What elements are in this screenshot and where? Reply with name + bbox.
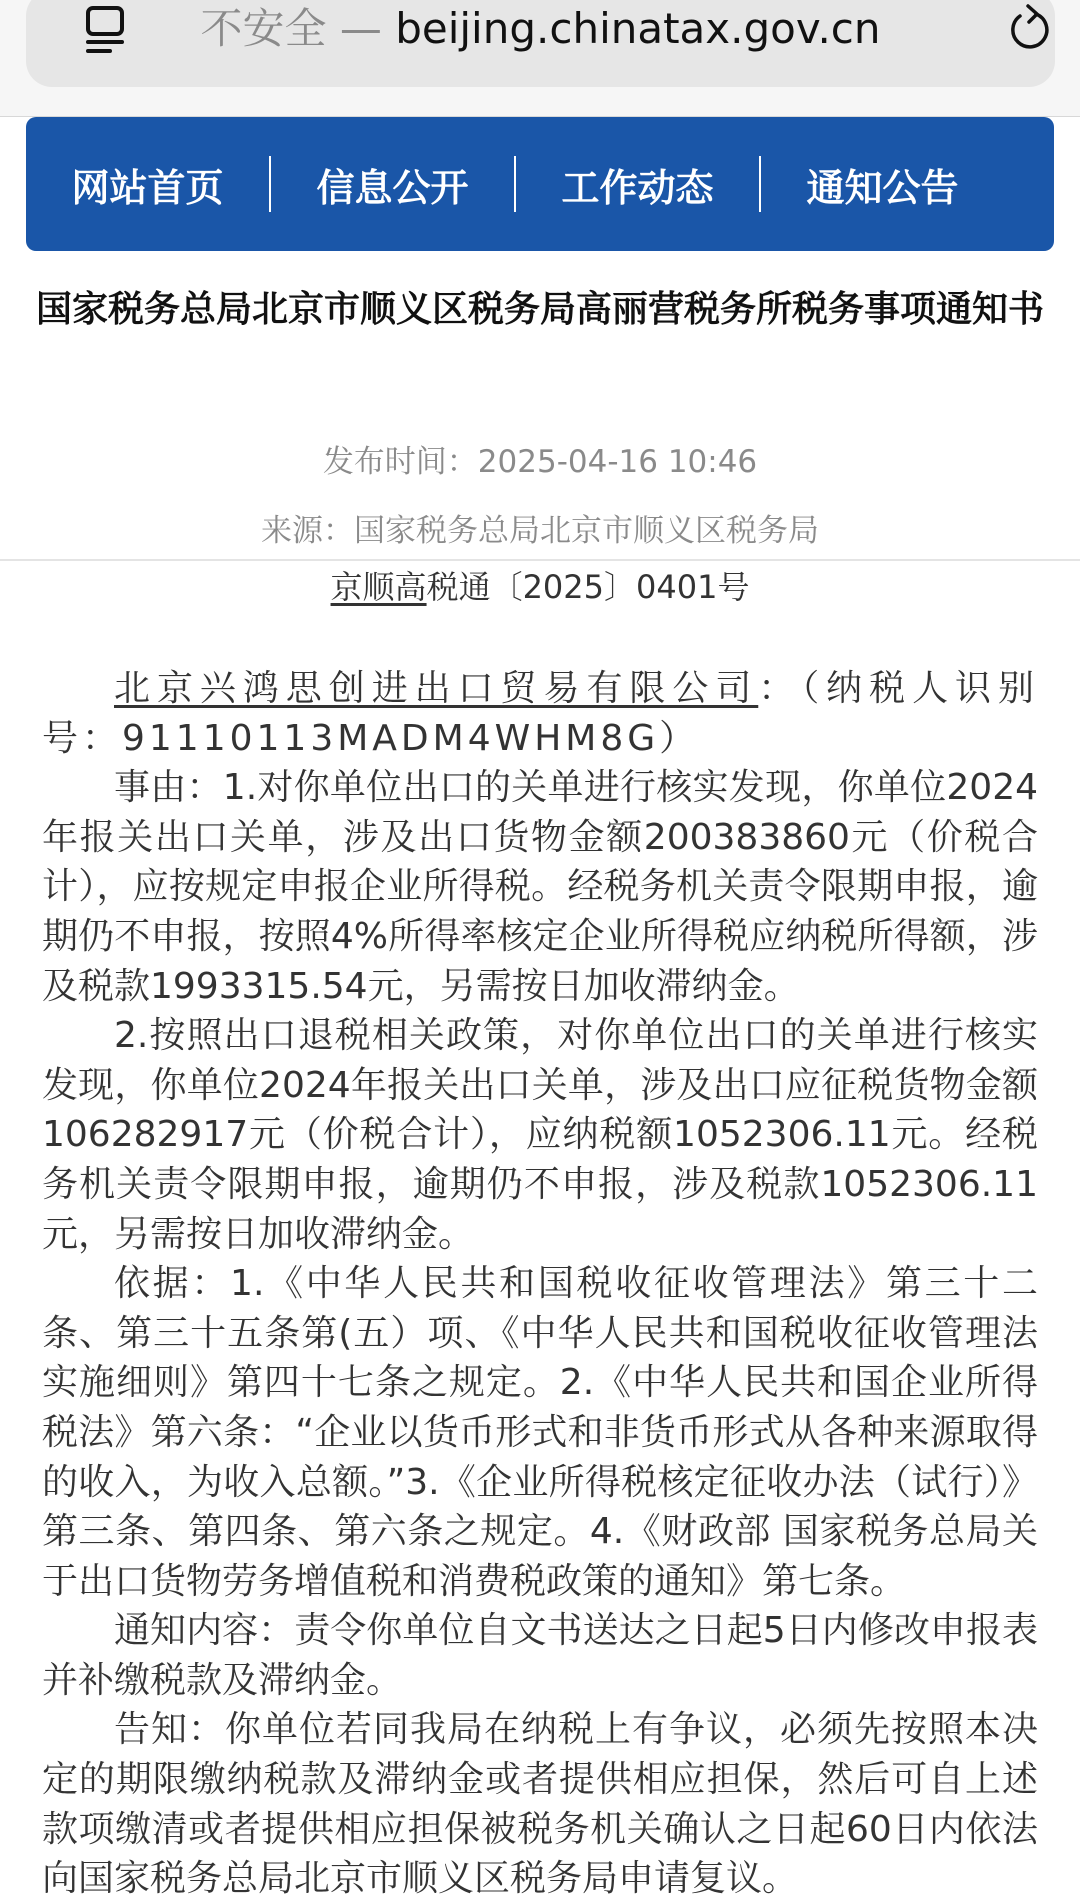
article-body (42, 664, 1038, 1904)
nav-home[interactable]: 网站首页 (71, 165, 224, 210)
divider (0, 559, 1080, 561)
doc-number-prefix: 京顺高 (330, 568, 427, 606)
url-separator: — (339, 4, 382, 53)
appeal-notice-paragraph: 告知：你单位若同我局在纳税上有争议，必须先按照本决定的期限缴纳税款及滞纳金或者提供相应担保，然后可自上述款项缴清或者提供相应担保被税务机关确认之日起60日内依法向国家税务总局北京市顺义区税务局申请复议。 (42, 1709, 1038, 1900)
publish-time: 发布时间：2025-04-16 10:46 (322, 444, 758, 480)
article-title: 国家税务总局北京市顺义区税务局高丽营税务所税务事项通知书 (35, 289, 1044, 330)
notice-content-paragraph: 通知内容：责令你单位自文书送达之日起5日内修改申报表并补缴税款及滞纳金。 (42, 1610, 1038, 1701)
nav-info-disclosure[interactable]: 信息公开 (316, 165, 469, 210)
reload-icon[interactable] (1006, 4, 1052, 54)
nav-notices[interactable]: 通知公告 (806, 165, 959, 210)
browser-toolbar (0, 0, 1080, 117)
legal-basis-paragraph: 依据：1.《中华人民共和国税收征收管理法》第三十二条、第三十五条第(五）项、《中华人民共和国税收征收管理法实施细则》第四十七条之规定。2.《中华人民共和国企业所得税法》第六条：“企业以货币形式和非货币形式从各种来源取得的收入，为收入总额。”3.《企业所得税核定征收办法（试行）》第三条、第四条、第六条之规定。4.《财政部 国家税务总局关于出口货物劳务增值税和消费税政策的通知》第七条。 (42, 1263, 1038, 1602)
article-source: 来源：国家税务总局北京市顺义区税务局 (261, 513, 819, 549)
recipient-paragraph (42, 664, 1038, 763)
address-bar[interactable] (26, 0, 1055, 87)
insecure-label: 不安全 (200, 4, 327, 53)
recipient-name: 北京兴鸿思创进出口贸易有限公司 (114, 668, 759, 709)
reason-paragraph-1: 事由：1.对你单位出口的关单进行核实发现，你单位2024年报关出口关单，涉及出口货物金额200383860元（价税合计），应按规定申报企业所得税。经税务机关责令限期申报，逾期仍不申报，按照4%所得率核定企业所得税应纳税所得额，涉及税款1993315.54元，另需按日加收滞纳金。 (42, 767, 1038, 1007)
main-nav (26, 117, 1054, 251)
document-number (0, 565, 1080, 609)
doc-number-rest: 税通〔2025〕0401号 (426, 568, 750, 606)
url-host: beijing.chinatax.gov.cn (395, 4, 881, 53)
nav-work-news[interactable]: 工作动态 (561, 165, 714, 210)
recipient-tax-id: ：（纳税人识别号：91110113MADM4WHM8G） (42, 668, 1038, 759)
reason-paragraph-2: 2.按照出口退税相关政策，对你单位出口的关单进行核实发现，你单位2024年报关出口关单，涉及出口应征税货物金额106282917元（价税合计），应纳税额1052306.11元。经税务机关责令限期申报，逾期仍不申报，涉及税款1052306.11元，另需按日加收滞纳金。 (42, 1015, 1038, 1255)
url-display[interactable] (26, 4, 1055, 54)
